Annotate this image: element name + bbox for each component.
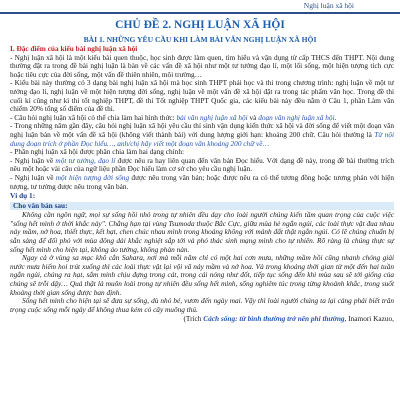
paragraph-3-suffix: . [334, 112, 337, 122]
quote-paragraph-3: Sống hết mình cho hiện tại sẽ đưa sự sống, dù nhỏ bé, vươn đến ngày mai. Vậy thì loài người chúng ta lại càng phải biết trân trọng cuộc sống mỗi ngày để không thua kém cỏ cây muông thú. [10, 296, 394, 314]
paragraph-7 [10, 174, 394, 191]
quote-paragraph-1: Không cần ngôn ngữ, mọi sự sống hồi nhỏ trong tự nhiên đều dạy cho loài người chúng kiến tầm quan trọng của cuộc việc "sống hết mình ở thời khắc này". Chẳng hạn tại vùng Tsumoda thuộc Bắc Cực, giữa mùa hè ngắn ngủi, các loài thực vật đua nhau nảy mầm, nở hoa, thiết thực, kết hạt, chen chúc nhau mình trong khoảng không với mảnh đất thật ngắn ngủi. Có lẽ chúng chuẩn bị sẵn sàng để đối phó với mùa đông dài khắc nghiệt sắp tới và phó thác sinh mạng mình cho tự nhiên. Rõ ràng là chúng thực sự sống hết mình cho hiện tại, không ảo tưởng, không phàn nàn. [10, 210, 394, 254]
header-rule [0, 12, 400, 14]
paragraph-4-prefix: Trong những năm gần đây, câu hỏi nghị luận xã hội yêu cầu thí sinh vận dụng kiến thức xã hội và đời sống để viết một đoạn văn nghị luận bàn về một vấn đề xã hội (không viết thành bài) với dung lượng giới hạn: khoảng 200 chữ. Câu hỏi thường là [10, 121, 395, 139]
paragraph-7-prefix: Nghị luận về [14, 172, 56, 182]
paragraph-4 [10, 122, 394, 148]
lesson-title: BÀI 1. NHỮNG YÊU CẦU KHI LÀM BÀI VĂN NGHỊ LUẬN XÃ HỘI [83, 35, 317, 44]
source-prefix: (Trích [183, 314, 204, 324]
paragraph-5: - Phân nghị luận xã hội được phân chia làm hai dạng chính: [10, 148, 394, 157]
source-citation [10, 315, 394, 324]
paragraph-1: - Nghị luận xã hội là một kiểu bài quen thuộc, học sinh được làm quen, tìm hiểu và vận dụng từ cấp THCS đến THPT. Nội dung thường đặt ra trong đề bài nghị luận là bàn về các vấn đề xã hội như một tư tưởng đạo lí, một lối sống, một hiện tượng tích cực hoặc tiêu cực của đời sống, một vấn đề thiên nhiên, môi trường… [10, 54, 394, 80]
prompt-example-link[interactable]: Từ nội dung đoạn trích ở phần Đọc hiểu…, anh/chị hãy viết một đoạn văn khoảng 200 chữ về… [10, 129, 394, 148]
section-heading: I. Đặc điểm của kiểu bài nghị luận xã hội [10, 44, 138, 53]
paragraph-6-prefix: Nghị luận về [14, 155, 56, 165]
page-header [0, 0, 400, 16]
text-label-bar: Cho văn bản sau: [10, 202, 394, 211]
source-title: Cách sống: từ bình thường trở nên phi thường [203, 314, 345, 324]
document-body [10, 45, 394, 324]
example-label: Ví dụ 1: [10, 191, 36, 201]
paragraph-7-suffix: được nêu trong văn bản; hoặc được nêu ra có thể tương đồng hoặc tương phản với hiện tượng, tư tưởng được nêu trong văn bản. [10, 172, 394, 191]
source-suffix: , Inamori Kazuo, [344, 314, 394, 324]
paragraph-3-prefix: Câu hỏi nghị luận xã hội có thể chia làm hai hình thức: [14, 112, 177, 122]
paragraph-link[interactable]: đoạn văn nghị luận xã hội [258, 112, 335, 122]
paragraph-6-suffix: được nêu ra hay liên quan đến văn bản Đọc hiểu. Với dạng đề này, trong đề bài thường trích nêu một hoặc vài câu của ngữ liệu phần Đọc hiểu làm cơ sở cho yêu cầu nghị luận. [10, 155, 394, 174]
quote-paragraph-2: Ngay cả ở vùng sa mạc khô cằn Sahara, nơi mà mỗi năm chỉ có một hai cơn mưa, những mầm hồi cũng nhanh chóng giải nước mưa hiếm hoi trút xuống thì các loài thực vật lại vội vã nảy mầm và nở hoa. Và trong khoảng thời gian từ một đến hai tuần ngắn ngủi, chúng ra hạt, sắm minh chịu đựng trong cát, trong cái nóng như đốt, tiếp tục sống đến khi mùa sau sẽ tới giống của chúng sẽ trỗi dậy… Quả thật là muôn loài trong tự nhiên đều sống hết mình, sống nghiêm túc trong từng khoảnh khắc, trong suốt khoảng thời gian sống được ban định. [10, 253, 394, 297]
ideology-link[interactable]: một tư tưởng, đạo lí [55, 155, 116, 165]
paragraph-6 [10, 157, 394, 174]
paragraph-2: - Kiểu bài này thường có 3 dạng bài nghị luận xã hội mà học sinh THPT phải học và thi trong chương trình: nghị luận về một tư tưởng đạo lí, nghị luận về một hiện tượng đời sống, nghị luận về một vấn đề xã hội đặt ra trong tác phẩm văn học. Trong đề thi cuối kì cũng như kì thi tốt nghiệp THPT, đề thi Tốt nghiệp THPT Quốc gia, các kiểu bài này đều nằm ở Câu 1, phần Làm văn chiếm 20% tổng số điểm của đề thi. [10, 79, 394, 113]
chapter-title: CHỦ ĐỀ 2. NGHỊ LUẬN XÃ HỘI [115, 19, 285, 31]
essay-link[interactable]: bài văn nghị luận xã hội [176, 112, 248, 122]
paragraph-3-mid: và [247, 112, 259, 122]
header-title: Nghị luận xã hội [303, 1, 354, 10]
phenomenon-link[interactable]: một hiện tượng đời sống [55, 172, 130, 182]
